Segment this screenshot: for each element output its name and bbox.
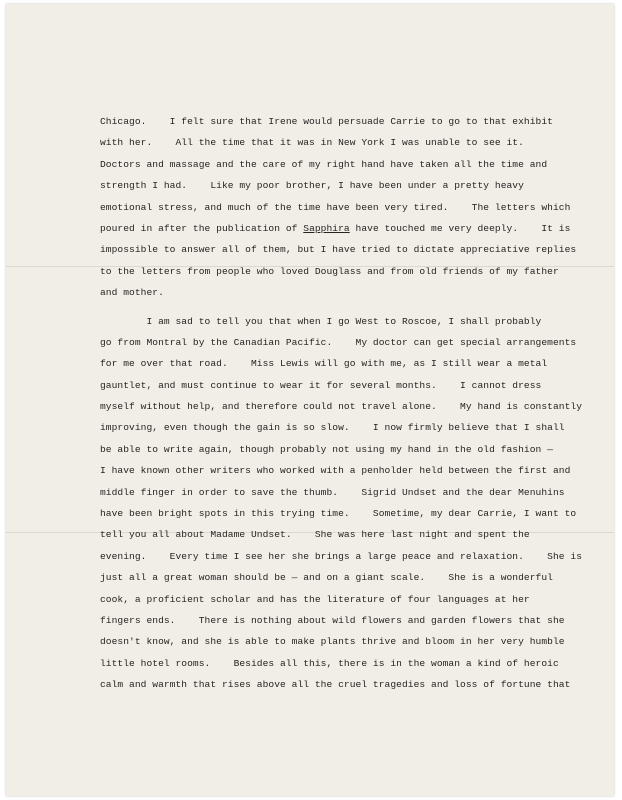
text-line: myself without help, and therefore could not travel alone. My hand is constantly — [100, 401, 582, 413]
text-line: strength I had. Like my poor brother, I have been under a pretty heavy — [100, 180, 524, 192]
text-line: emotional stress, and much of the time have been very tired. The letters which — [100, 201, 571, 213]
text-line: Doctors and massage and the care of my right hand have taken all the time and — [100, 158, 548, 170]
text-segment: have touched me very deeply. It is — [349, 222, 571, 234]
text-line: impossible to answer all of them, but I have tried to dictate appreciative replies — [100, 244, 577, 256]
text-line: improving, even though the gain is so slow. I now firmly believe that I shall — [100, 422, 565, 434]
text-line: calm and warmth that rises above all the cruel tragedies and loss of fortune that — [100, 679, 571, 691]
text-line — [100, 218, 600, 239]
text-segment: poured in after the publication of — [100, 222, 304, 234]
text-line: little hotel rooms. Besides all this, there is in the woman a kind of heroic — [100, 657, 559, 669]
text-line: have been bright spots in this trying time. Sometime, my dear Carrie, I want to — [100, 508, 577, 520]
text-line: to the letters from people who loved Douglass and from old friends of my father — [100, 265, 559, 277]
book-title-sapphira: Sapphira — [303, 222, 350, 234]
text-line: fingers ends. There is nothing about wild flowers and garden flowers that she — [100, 614, 565, 626]
letter-page — [6, 4, 614, 796]
letter-body — [100, 111, 600, 696]
text-line: and mother. — [100, 287, 164, 299]
text-line: doesn't know, and she is able to make plants thrive and bloom in her very humble — [100, 636, 565, 648]
text-line: I have known other writers who worked with a penholder held between the first and — [100, 465, 571, 477]
paragraph-gap — [100, 304, 600, 311]
text-line: cook, a proficient scholar and has the literature of four languages at her — [100, 593, 530, 605]
paragraph-2 — [100, 311, 600, 696]
paragraph-1 — [100, 111, 600, 304]
text-line: just all a great woman should be — and on a giant scale. She is a wonderful — [100, 572, 553, 584]
text-line: go from Montral by the Canadian Pacific. My doctor can get special arrangements — [100, 336, 577, 348]
text-line: gauntlet, and must continue to wear it for several months. I cannot dress — [100, 379, 542, 391]
text-line: be able to write again, though probably not using my hand in the old fashion — — [100, 443, 553, 455]
text-line: for me over that road. Miss Lewis will go with me, as I still wear a metal — [100, 358, 548, 370]
text-line: I am sad to tell you that when I go West to Roscoe, I shall probably — [100, 315, 542, 327]
text-line: evening. Every time I see her she brings a large peace and relaxation. She is — [100, 550, 582, 562]
text-line: Chicago. I felt sure that Irene would persuade Carrie to go to that exhibit — [100, 116, 553, 127]
text-line: with her. All the time that it was in New York I was unable to see it. — [100, 137, 524, 149]
text-line: middle finger in order to save the thumb. Sigrid Undset and the dear Menuhins — [100, 486, 565, 498]
text-line: tell you all about Madame Undset. She was here last night and spent the — [100, 529, 530, 541]
